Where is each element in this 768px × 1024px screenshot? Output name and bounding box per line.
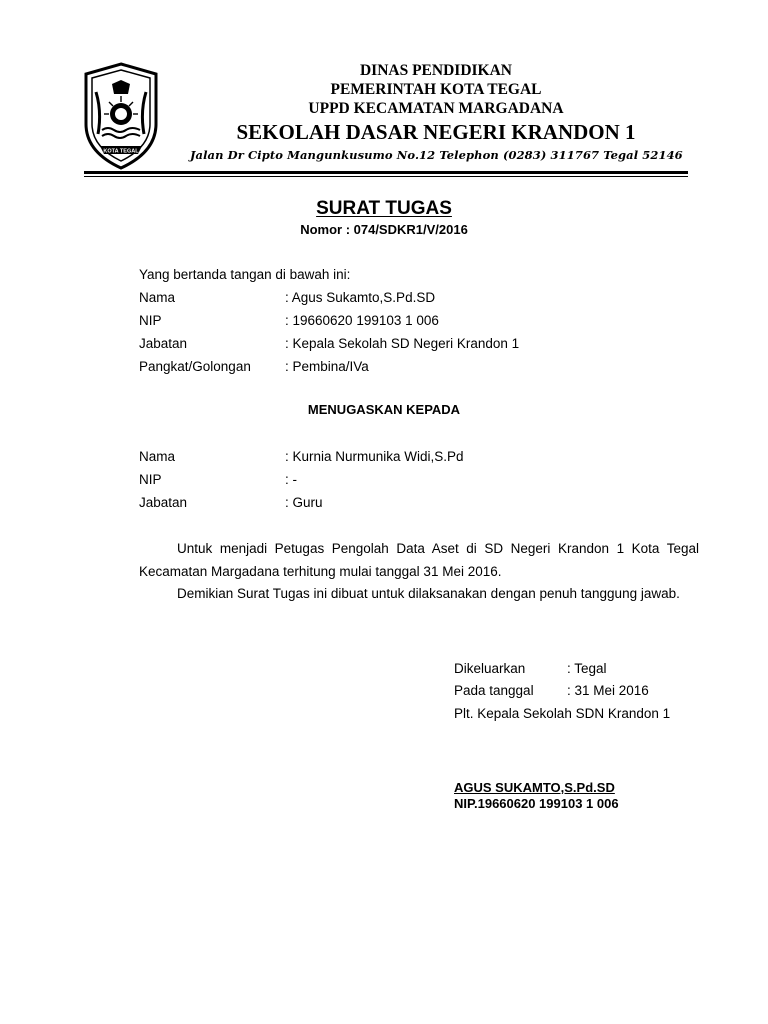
signatory-value: : Pembina/IVa: [285, 359, 369, 374]
letterhead-school-name: SEKOLAH DASAR NEGERI KRANDON 1: [236, 120, 636, 144]
assignee-value: : Kurnia Nurmunika Widi,S.Pd: [285, 449, 464, 464]
document-title: [0, 198, 768, 220]
issuance-label: Dikeluarkan: [454, 661, 526, 676]
letterhead-divider-thick: [84, 171, 688, 174]
letterhead-address: Jalan Dr Cipto Mangunkusumo No.12 Telephon (0283) 311767 Tegal 52146: [190, 148, 683, 162]
letterhead-divider-thin: [84, 176, 688, 177]
signatory-value: : Agus Sukamto,S.Pd.SD: [285, 290, 436, 305]
letterhead-government: PEMERINTAH KOTA TEGAL: [330, 81, 542, 98]
assignee-value: : -: [285, 472, 297, 487]
assignee-value: : Guru: [285, 495, 323, 510]
letterhead-agency: DINAS PENDIDIKAN: [359, 62, 512, 79]
intro-text: Yang bertanda tangan di bawah ini:: [139, 267, 351, 282]
section-heading: MENUGASKAN KEPADA: [307, 402, 461, 417]
signer-position: Plt. Kepala Sekolah SDN Krandon 1: [454, 706, 671, 721]
signatory-value: : 19660620 199103 1 006: [285, 313, 439, 328]
assignee-label: Nama: [139, 449, 176, 464]
signatory-label: Jabatan: [139, 336, 188, 351]
issuance-value: : Tegal: [567, 661, 607, 676]
signer-nip: NIP.19660620 199103 1 006: [454, 796, 619, 811]
issuance-label: Pada tanggal: [454, 683, 534, 698]
signer-name: AGUS SUKAMTO,S.Pd.SD: [454, 780, 615, 795]
kota-tegal-emblem-icon: [82, 62, 160, 170]
document-number: Nomor : 074/SDKR1/V/2016: [300, 222, 468, 237]
assignee-label: NIP: [139, 472, 162, 487]
signatory-label: NIP: [139, 313, 162, 328]
closing-paragraph: Demikian Surat Tugas ini dibuat untuk dilaksanakan dengan penuh tanggung jawab.: [177, 586, 680, 601]
assignee-label: Jabatan: [139, 495, 188, 510]
signatory-value: : Kepala Sekolah SD Negeri Krandon 1: [285, 336, 520, 351]
issuance-value: : 31 Mei 2016: [567, 683, 649, 698]
letterhead-district-unit: UPPD KECAMATAN MARGADANA: [308, 100, 564, 117]
assignment-paragraph: Untuk menjadi Petugas Pengolah Data Aset di SD Negeri Krandon 1 Kota Tegal Kecamatan Margadana terhitung mulai tanggal 31 Mei 2016.: [139, 541, 699, 579]
signatory-label: Pangkat/Golongan: [139, 359, 251, 374]
logo-ribbon-text: KOTA TEGAL: [103, 148, 139, 155]
document-title-text: SURAT TUGAS: [316, 198, 452, 219]
signatory-label: Nama: [139, 290, 176, 305]
